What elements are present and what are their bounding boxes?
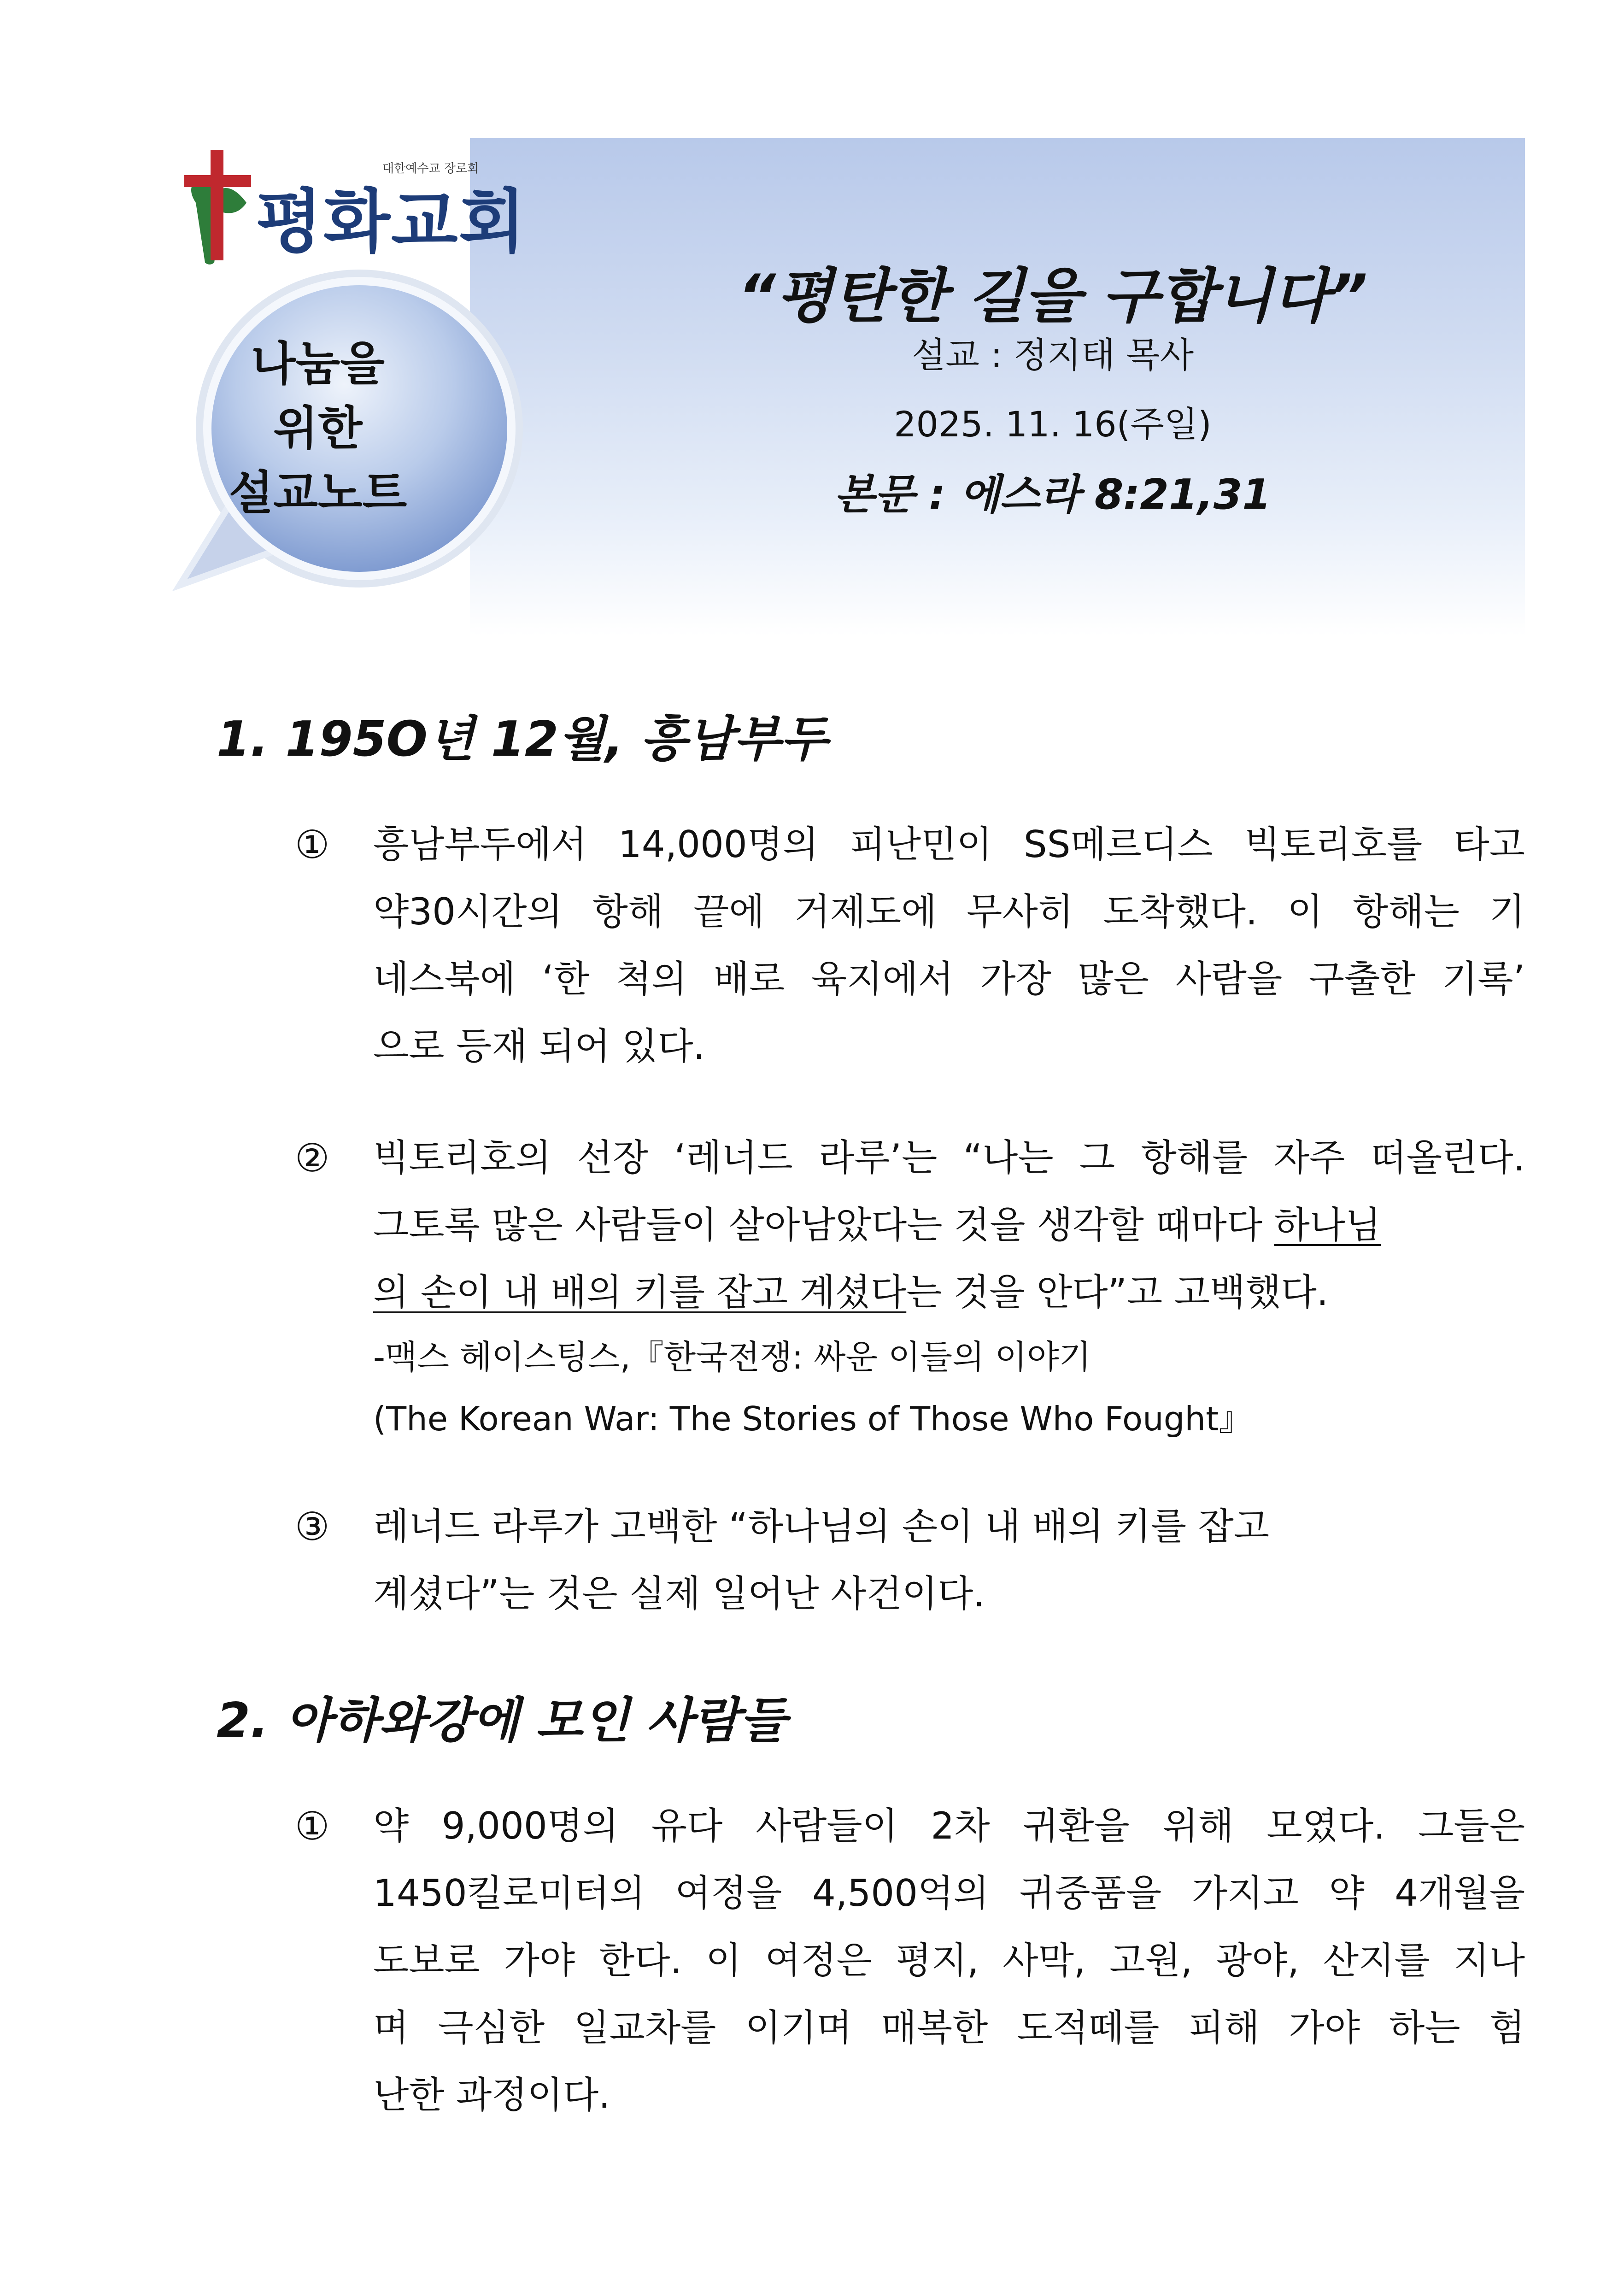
- scripture-line: 본문 : 에스라 8:21,31: [834, 470, 1271, 519]
- preacher-line: 설교 : 정지태 목사: [912, 335, 1194, 376]
- date-line: 2025. 11. 16(주일): [894, 404, 1212, 445]
- item-line: 며 극심한 일교차를 이기며 매복한 도적떼를 피해 가야 하는 험: [373, 2006, 1525, 2049]
- item-line: 1450킬로미터의 여정을 4,500억의 귀중품을 가지고 약 4개월을: [373, 1872, 1525, 1915]
- item-line: [373, 1192, 1525, 1259]
- logo-subtitle: 대한예수교 장로회: [382, 162, 479, 176]
- item-line-text: 그토록 많은 사람들이 살아남았다는 것을 생각할 때마다: [373, 1204, 1274, 1246]
- item-line: 도보로 가야 한다. 이 여정은 평지, 사막, 고원, 광야, 산지를 지나: [373, 1939, 1525, 1982]
- underlined-phrase: 하나님: [1274, 1204, 1381, 1246]
- bubble-line: 설교노트: [229, 466, 407, 520]
- item-line: 난한 과정이다.: [373, 2074, 610, 2116]
- item-marker: ③: [295, 1504, 330, 1549]
- item-line: 약30시간의 항해 끝에 거제도에 무사히 도착했다. 이 항해는 기: [373, 890, 1525, 933]
- item-line: 네스북에 ‘한 척의 배로 육지에서 가장 많은 사람을 구출한 기록’: [373, 958, 1525, 1000]
- logo-church-name: 평화교회: [256, 182, 527, 262]
- sermon-title: “평탄한 길을 구합니다”: [738, 262, 1368, 331]
- item-line: 빅토리호의 선장 ‘레너드 라루’는 “나는 그 항해를 자주 떠올린다.: [373, 1136, 1525, 1179]
- header-banner: [470, 138, 1525, 636]
- section-2-title: 2. 아하와강에 모인 사람들: [217, 1692, 786, 1749]
- item-line: 계셨다”는 것은 실제 일어난 사건이다.: [373, 1572, 985, 1615]
- item-line: [373, 1259, 1525, 1326]
- item-marker: ①: [295, 822, 330, 867]
- citation-line: -맥스 헤이스팅스,『한국전쟁: 싸운 이들의 이야기: [373, 1338, 1091, 1376]
- item-marker: ②: [295, 1135, 330, 1181]
- item-line: 으로 등재 되어 있다.: [373, 1025, 705, 1068]
- underlined-phrase: 의 손이 내 배의 키를 잡고 계셨다: [373, 1271, 907, 1314]
- bubble-line: 나눔을: [251, 337, 385, 391]
- section-1-title: 1. 195O년 12월, 흥남부두: [217, 711, 827, 767]
- item-line: 약 9,000명의 유다 사람들이 2차 귀환을 위해 모였다. 그들은: [373, 1804, 1525, 1847]
- item-line: 레너드 라루가 고백한 “하나님의 손이 내 배의 키를 잡고: [373, 1505, 1270, 1548]
- bubble-line: 위한: [273, 401, 363, 455]
- bubble-text: [193, 332, 442, 525]
- item-line-text: 는 것을 안다”고 고백했다.: [906, 1271, 1329, 1314]
- item-marker: ①: [295, 1804, 330, 1849]
- citation-line: (The Korean War: The Stories of Those Who Fought』: [373, 1399, 1252, 1438]
- item-line: 흥남부두에서 14,000명의 피난민이 SS메르디스 빅토리호를 타고: [373, 823, 1525, 866]
